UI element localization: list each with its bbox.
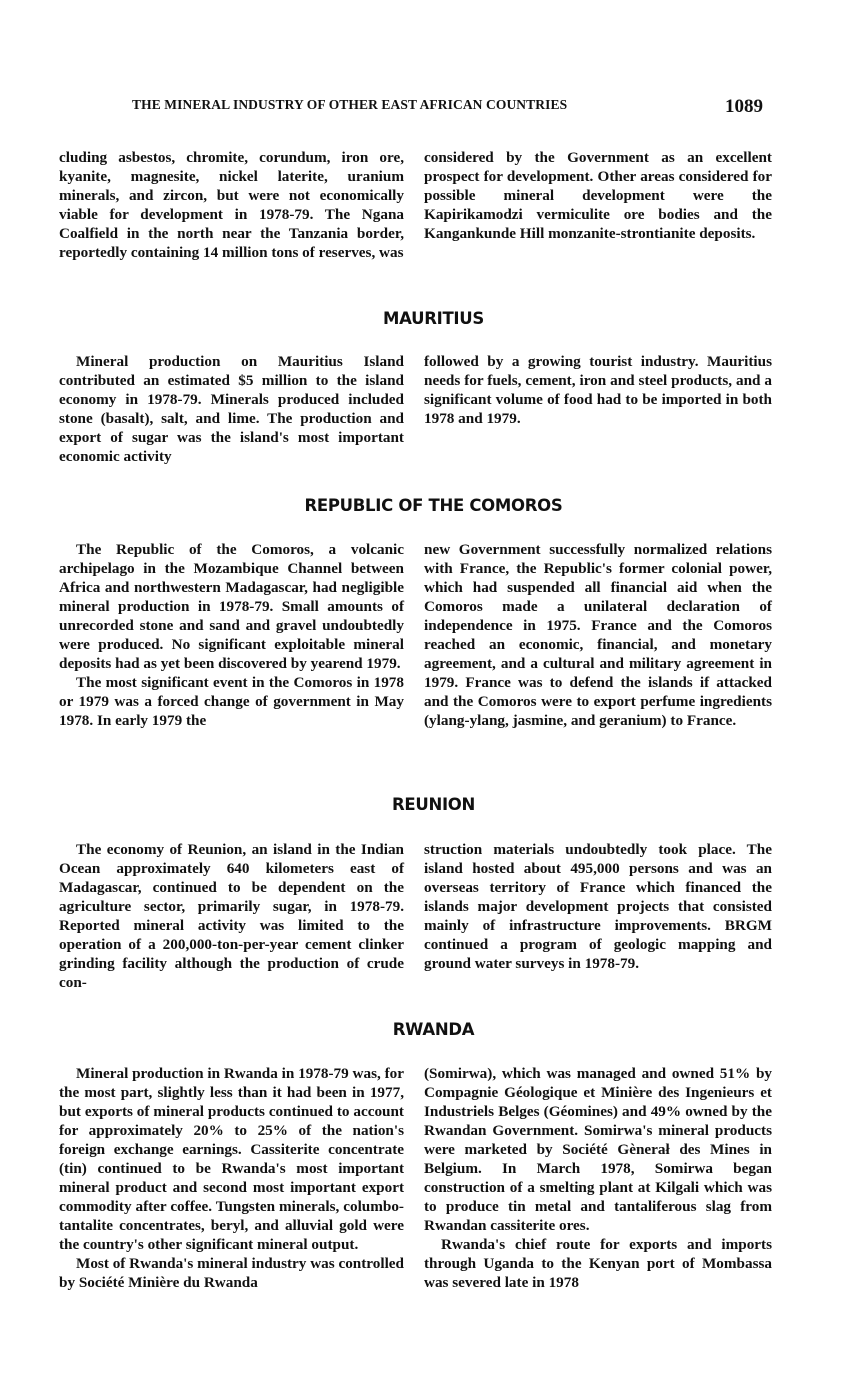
section-heading-comoros: REPUBLIC OF THE COMOROS bbox=[304, 496, 563, 515]
comoros-left-column bbox=[59, 540, 404, 730]
intro-left-paragraph: cluding asbestos, chromite, corundum, iron ore, kyanite, magnesite, nickel laterite, uranium minerals, and zircon, but were not economically viable for development in 1978-79. The Ngana Coalfield in the north near the Tanzania border, reportedly containing 14 million tons of reserves, was bbox=[59, 149, 404, 261]
comoros-right-paragraph: new Government successfully normalized relations with France, the Republic's former colonial power, which had suspended all financial aid when the Comoros made a unilateral declaration of independence in 1975. France and the Comoros reached an economic, financial, and monetary agreement, and a cultural and military agreement in 1979. France was to defend the islands if attacked and the Comoros were to export perfume ingredients (ylang-ylang, jasmine, and geranium) to France. bbox=[424, 541, 772, 729]
mauritius-right-column bbox=[424, 352, 772, 428]
rwanda-right-paragraph-2: Rwanda's chief route for exports and imports through Uganda to the Kenyan port of Mombassa was severed late in 1978 bbox=[424, 1236, 772, 1291]
page-number: 1089 bbox=[725, 96, 763, 117]
rwanda-left-paragraph-2: Most of Rwanda's mineral industry was controlled by Société Minière du Rwanda bbox=[59, 1255, 404, 1291]
rwanda-right-column bbox=[424, 1064, 772, 1292]
reunion-right-column bbox=[424, 840, 772, 973]
reunion-left-paragraph: The economy of Reunion, an island in the Indian Ocean approximately 640 kilometers east of Madagascar, continued to be dependent on the agriculture sector, primarily sugar, in 1978-79. Reported mineral activity was limited to the operation of a 200,000-ton-per-year cement clinker grinding facility although the production of crude con- bbox=[59, 841, 404, 991]
reunion-left-column bbox=[59, 840, 404, 992]
section-heading-mauritius: MAURITIUS bbox=[383, 309, 484, 328]
rwanda-left-column bbox=[59, 1064, 404, 1292]
comoros-left-paragraph-2: The most significant event in the Comoros in 1978 or 1979 was a forced change of government in May 1978. In early 1979 the bbox=[59, 674, 404, 729]
mauritius-right-paragraph: followed by a growing tourist industry. Mauritius needs for fuels, cement, iron and steel products, and a significant volume of food had to be imported in both 1978 and 1979. bbox=[424, 353, 772, 427]
section-heading-rwanda: RWANDA bbox=[392, 1020, 475, 1039]
running-head: THE MINERAL INDUSTRY OF OTHER EAST AFRICAN COUNTRIES bbox=[132, 97, 568, 112]
mauritius-left-paragraph: Mineral production on Mauritius Island contributed an estimated $5 million to the island economy in 1978-79. Minerals produced included stone (basalt), salt, and lime. The production and export of sugar was the island's most important economic activity bbox=[59, 353, 404, 465]
rwanda-left-paragraph-1: Mineral production in Rwanda in 1978-79 was, for the most part, slightly less than it had been in 1977, but exports of mineral products continued to account for approximately 20% to 25% of the nation's foreign exchange earnings. Cassiterite concentrate (tin) continued to be Rwanda's most important mineral product and second most important export commodity after coffee. Tungsten minerals, columbo-tantalite concentrates, beryl, and alluvial gold were the country's other significant mineral output. bbox=[59, 1065, 404, 1253]
comoros-left-paragraph-1: The Republic of the Comoros, a volcanic archipelago in the Mozambique Channel between Africa and northwestern Madagascar, had negligible mineral production in 1978-79. Small amounts of unrecorded stone and sand and gravel undoubtedly were produced. No significant exploitable mineral deposits had as yet been discovered by yearend 1979. bbox=[59, 541, 404, 672]
intro-left-column bbox=[59, 148, 404, 262]
rwanda-right-paragraph-1: (Somirwa), which was managed and owned 51% by Compagnie Géologique et Minière des Ingenieurs et Industriels Belges (Géomines) and 49% owned by the Rwandan Government. Somirwa's mineral products were marketed by Société Gènerał des Mines in Belgium. In March 1978, Somirwa began construction of a smelting plant at Kilgali which was to produce tin metal and tantaliferous slag from Rwandan cassiterite ores. bbox=[424, 1065, 772, 1234]
mauritius-left-column bbox=[59, 352, 404, 466]
intro-right-column bbox=[424, 148, 772, 243]
reunion-right-paragraph: struction materials undoubtedly took place. The island hosted about 495,000 persons and was an overseas territory of France which financed the islands major development projects that consisted mainly of infrastructure improvements. BRGM continued a program of geologic mapping and ground water surveys in 1978-79. bbox=[424, 841, 772, 972]
comoros-right-column bbox=[424, 540, 772, 730]
intro-right-paragraph: considered by the Government as an excellent prospect for development. Other areas considered for possible mineral development were the Kapirikamodzi vermiculite ore bodies and the Kangankunde Hill monzanite-strontianite deposits. bbox=[424, 149, 772, 242]
section-heading-reunion: REUNION bbox=[391, 795, 476, 814]
